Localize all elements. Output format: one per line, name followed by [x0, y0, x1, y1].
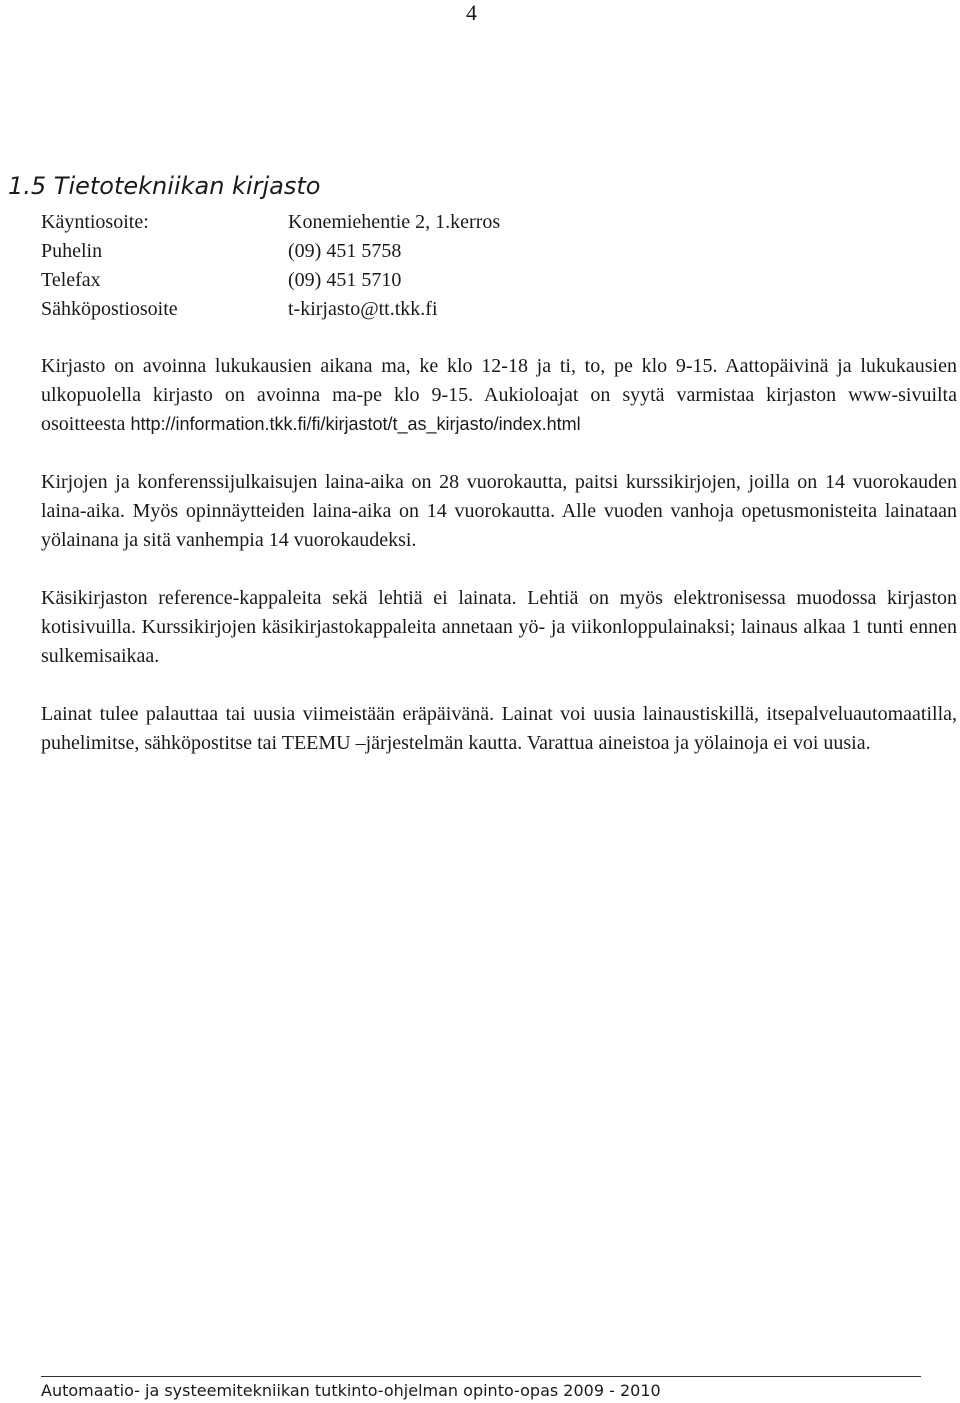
contact-value: Konemiehentie 2, 1.kerros [288, 211, 501, 233]
reference-copies-paragraph: Käsikirjaston reference-kappaleita sekä lehtiä ei lainata. Lehtiä on myös elektronisessa muodossa kirjaston kotisivuilla. Kurssikirjojen käsikirjastokappaleita annetaan yö- ja viikonloppulainaksi; lainaus alkaa 1 tunti ennen sulkemisaikaa. [41, 587, 957, 667]
opening-hours-text: Kirjasto on avoinna lukukausien aikana ma, ke klo 12-18 ja ti, to, pe klo 9-15. Aattopäivinä ja lukukausien ulkopuolella kirjasto on avoinna ma-pe klo 9-15. Aukioloajat on syytä varmistaa kirjaston www-sivuilta osoitteesta [41, 355, 957, 435]
contact-value: (09) 451 5758 [288, 240, 402, 262]
contact-label: Puhelin [41, 240, 103, 262]
contact-table [41, 208, 500, 324]
contact-row-fax [41, 266, 500, 295]
page-number: 4 [466, 0, 477, 25]
contact-row-email [41, 295, 500, 324]
contact-row-phone [41, 237, 500, 266]
contact-label: Käyntiosoite: [41, 211, 149, 233]
section-title: 1.5 Tietotekniikan kirjasto [8, 172, 321, 200]
opening-hours-paragraph [41, 352, 957, 439]
contact-email: t-kirjasto@tt.tkk.fi [288, 298, 438, 320]
library-url-link[interactable]: http://information.tkk.fi/fi/kirjastot/t_as_kirjasto/index.html [130, 414, 581, 434]
page-footer: Automaatio- ja systeemitekniikan tutkinto-ohjelman opinto-opas 2009 - 2010 [41, 1376, 921, 1401]
returns-paragraph: Lainat tulee palauttaa tai uusia viimeistään eräpäivänä. Lainat voi uusia lainaustiskillä, itsepalveluautomaatilla, puhelimitse, sähköpostitse tai TEEMU –järjestelmän kautta. Varattua aineistoa ja yölainoja ei voi uusia. [41, 703, 957, 754]
contact-label: Telefax [41, 269, 101, 291]
contact-row-address [41, 208, 500, 237]
contact-value: (09) 451 5710 [288, 269, 402, 291]
contact-label: Sähköpostiosoite [41, 298, 178, 320]
loan-periods-paragraph: Kirjojen ja konferenssijulkaisujen laina-aika on 28 vuorokautta, paitsi kurssikirjojen, joilla on 14 vuorokauden laina-aika. Myös opinnäytteiden laina-aika on 14 vuorokautta. Alle vuoden vanhoja opetusmonisteita lainataan yölainana ja sitä vanhempia 14 vuorokaudeksi. [41, 471, 957, 551]
